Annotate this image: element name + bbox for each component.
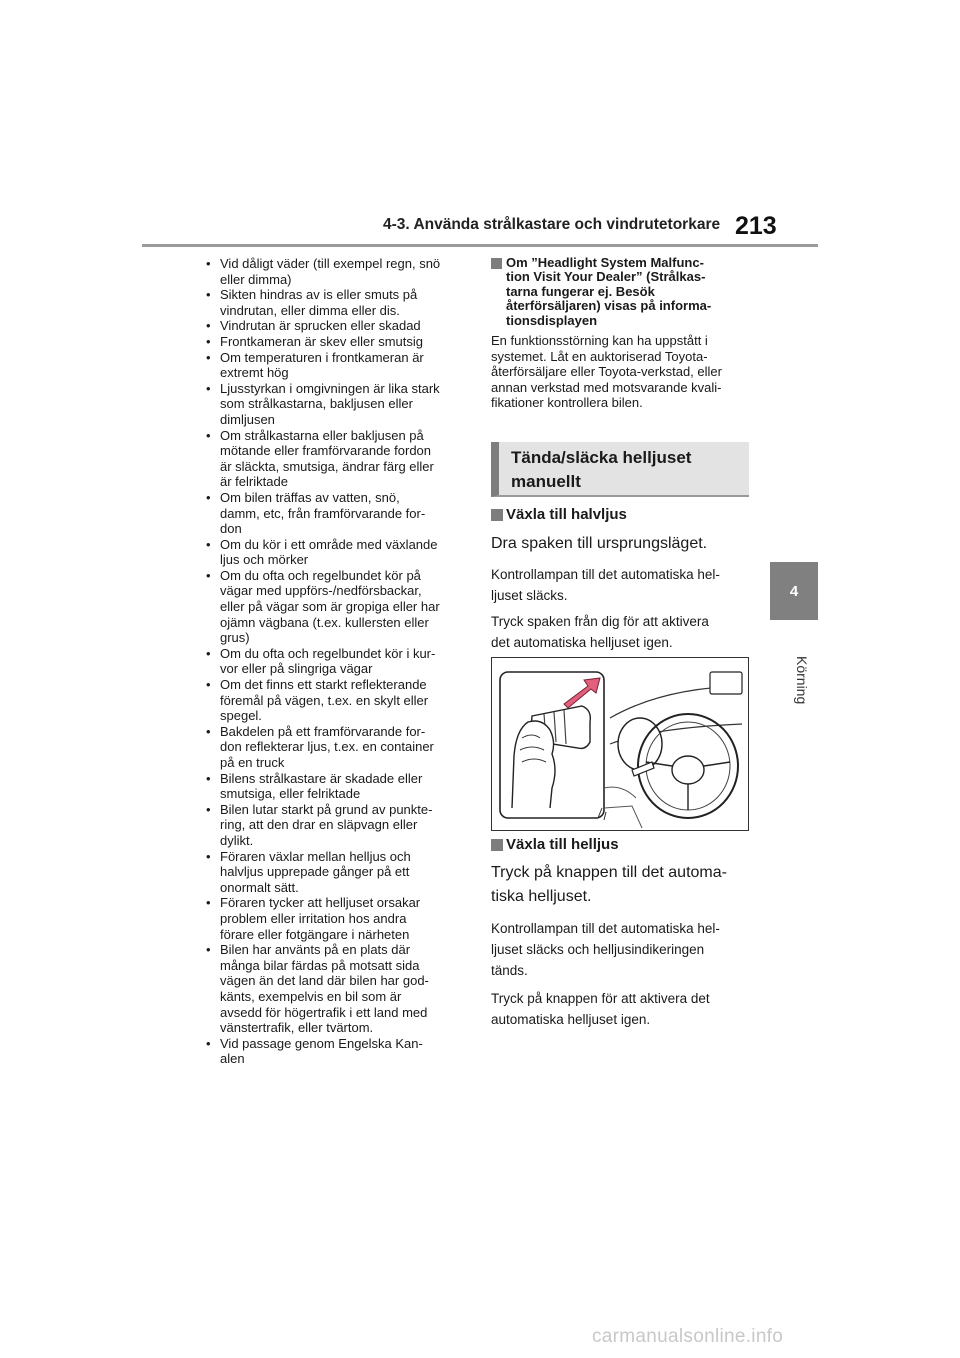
watermark: carmanualsonline.info [592, 1326, 784, 1347]
lever-illustration [492, 658, 748, 830]
bullet-icon: • [206, 567, 211, 583]
bullet-icon: • [206, 318, 211, 334]
high-beam-note-1: Kontrollampan till det automatiska hel- ljuset släcks och helljusindikeringen tänds. [491, 921, 720, 978]
bullet-icon: • [206, 942, 211, 958]
high-beam-block [491, 836, 753, 1030]
low-beam-instruction: Dra spaken till ursprungsläget. [491, 535, 708, 552]
list-item: • Vid passage genom Engelska Kan- alen [206, 1035, 423, 1067]
list-item: • Sikten hindras av is eller smuts på vindrutan, eller dimma eller dis. [206, 287, 418, 318]
bullet-icon: • [206, 489, 211, 505]
section-title-box: Tända/släcka helljuset manuellt [491, 442, 749, 497]
square-bullet-icon [491, 509, 503, 521]
bullet-icon: • [206, 645, 211, 661]
list-item: • Bilen lutar starkt på grund av punkte- ring, att den drar en släpvagn eller dylikt. [206, 801, 433, 848]
bullet-icon: • [206, 287, 211, 303]
list-item: • Om du ofta och regelbundet kör i kur- vor eller på slingriga vägar [206, 645, 436, 677]
bullet-icon: • [206, 895, 211, 911]
list-item: • Om du ofta och regelbundet kör på vägar med uppförs-/nedförsbackar, eller på vägar som är gropiga eller har ojämn vägbana (t.ex. kullersten eller grus) [206, 567, 440, 646]
list-item: • Vindrutan är sprucken eller skadad [206, 318, 421, 334]
list-item: • Om du kör i ett område med växlande ljus och mörker [206, 536, 438, 568]
bullet-icon: • [206, 801, 211, 817]
right-column [491, 256, 753, 411]
list-item: • Vid dåligt väder (till exempel regn, snö eller dimma) [206, 256, 441, 287]
bullet-icon: • [206, 677, 211, 693]
list-item: • Om temperaturen i frontkameran är extremt hög [206, 349, 424, 381]
malfunction-heading-text: Om ”Headlight System Malfunc- tion Visit Your Dealer” (Strålkas- tarna fungerar ej. Besök återförsäljaren) visas på informa- tionsdisplayen [506, 255, 712, 328]
bullet-icon: • [206, 536, 211, 552]
bullet-icon: • [206, 1035, 211, 1051]
list-item: • Frontkameran är skev eller smutsig [206, 333, 424, 349]
malfunction-heading [491, 256, 753, 328]
list-item: • Föraren växlar mellan helljus och halvljus upprepade gånger på ett onormalt sätt. [206, 848, 411, 895]
square-bullet-icon [491, 839, 503, 851]
conditions-list [203, 256, 465, 1067]
low-beam-note-2: Tryck spaken från dig för att aktivera det automatiska helljuset igen. [491, 614, 709, 650]
high-beam-heading: Växla till helljus [491, 836, 753, 854]
list-item: • Om strålkastarna eller bakljusen på mötande eller framförvarande fordon är släckta, smutsiga, ändrar färg eller är felriktade [206, 427, 434, 490]
bullet-icon: • [206, 848, 211, 864]
list-item: • Bakdelen på ett framförvarande for- don reflekterar ljus, t.ex. en container på en truck [206, 723, 434, 770]
header-rule [142, 244, 818, 247]
list-item: • Ljusstyrkan i omgivningen är lika stark som strålkastarna, bakljusen eller dimljusen [206, 380, 440, 427]
header-section-title: 4-3. Använda strålkastare och vindrutetorkare [383, 216, 721, 233]
chapter-tab: 4 [770, 562, 818, 620]
list-item: • Om det finns ett starkt reflekterande föremål på vägen, t.ex. en skylt eller spegel. [206, 677, 429, 724]
low-beam-note-1: Kontrollampan till det automatiska hel- ljuset släcks. [491, 567, 720, 603]
chapter-label: Körning [794, 656, 810, 705]
bullet-icon: • [206, 256, 211, 271]
high-beam-note-2: Tryck på knappen för att aktivera det automatiska helljuset igen. [491, 991, 710, 1027]
list-item: • Bilens strålkastare är skadade eller smutsiga, eller felriktade [206, 770, 423, 802]
page-number: 213 [735, 212, 777, 240]
low-beam-heading: Växla till halvljus [491, 506, 753, 524]
high-beam-instruction: Tryck på knappen till det automa- tiska helljuset. [491, 864, 727, 905]
bullet-icon: • [206, 380, 211, 396]
malfunction-text: En funktionsstörning kan ha uppstått i systemet. Låt en auktoriserad Toyota- återförsäljare eller Toyota-verkstad, eller annan verkstad med motsvarande kvali- fikationer kontrollera bilen. [491, 333, 722, 411]
list-item: • Föraren tycker att helljuset orsakar problem eller irritation hos andra förare eller fotgängare i närheten [206, 895, 421, 942]
square-bullet-icon [491, 258, 502, 269]
bullet-icon: • [206, 427, 211, 443]
bullet-icon: • [206, 770, 211, 786]
list-item: • Om bilen träffas av vatten, snö, damm, etc, från framförvarande for- don [206, 489, 426, 537]
bullet-icon: • [206, 333, 211, 349]
headlight-lever-figure [491, 657, 749, 831]
bullet-icon: • [206, 349, 211, 365]
low-beam-block [491, 506, 753, 653]
bullet-icon: • [206, 723, 211, 739]
list-item: • Bilen har använts på en plats där många bilar färdas på motsatt sida vägen än det land där bilen har god- känts, exempelvis en bil som är avsedd för högertrafik i ett land med vänstertrafik, eller tvärtom. [206, 942, 429, 1036]
